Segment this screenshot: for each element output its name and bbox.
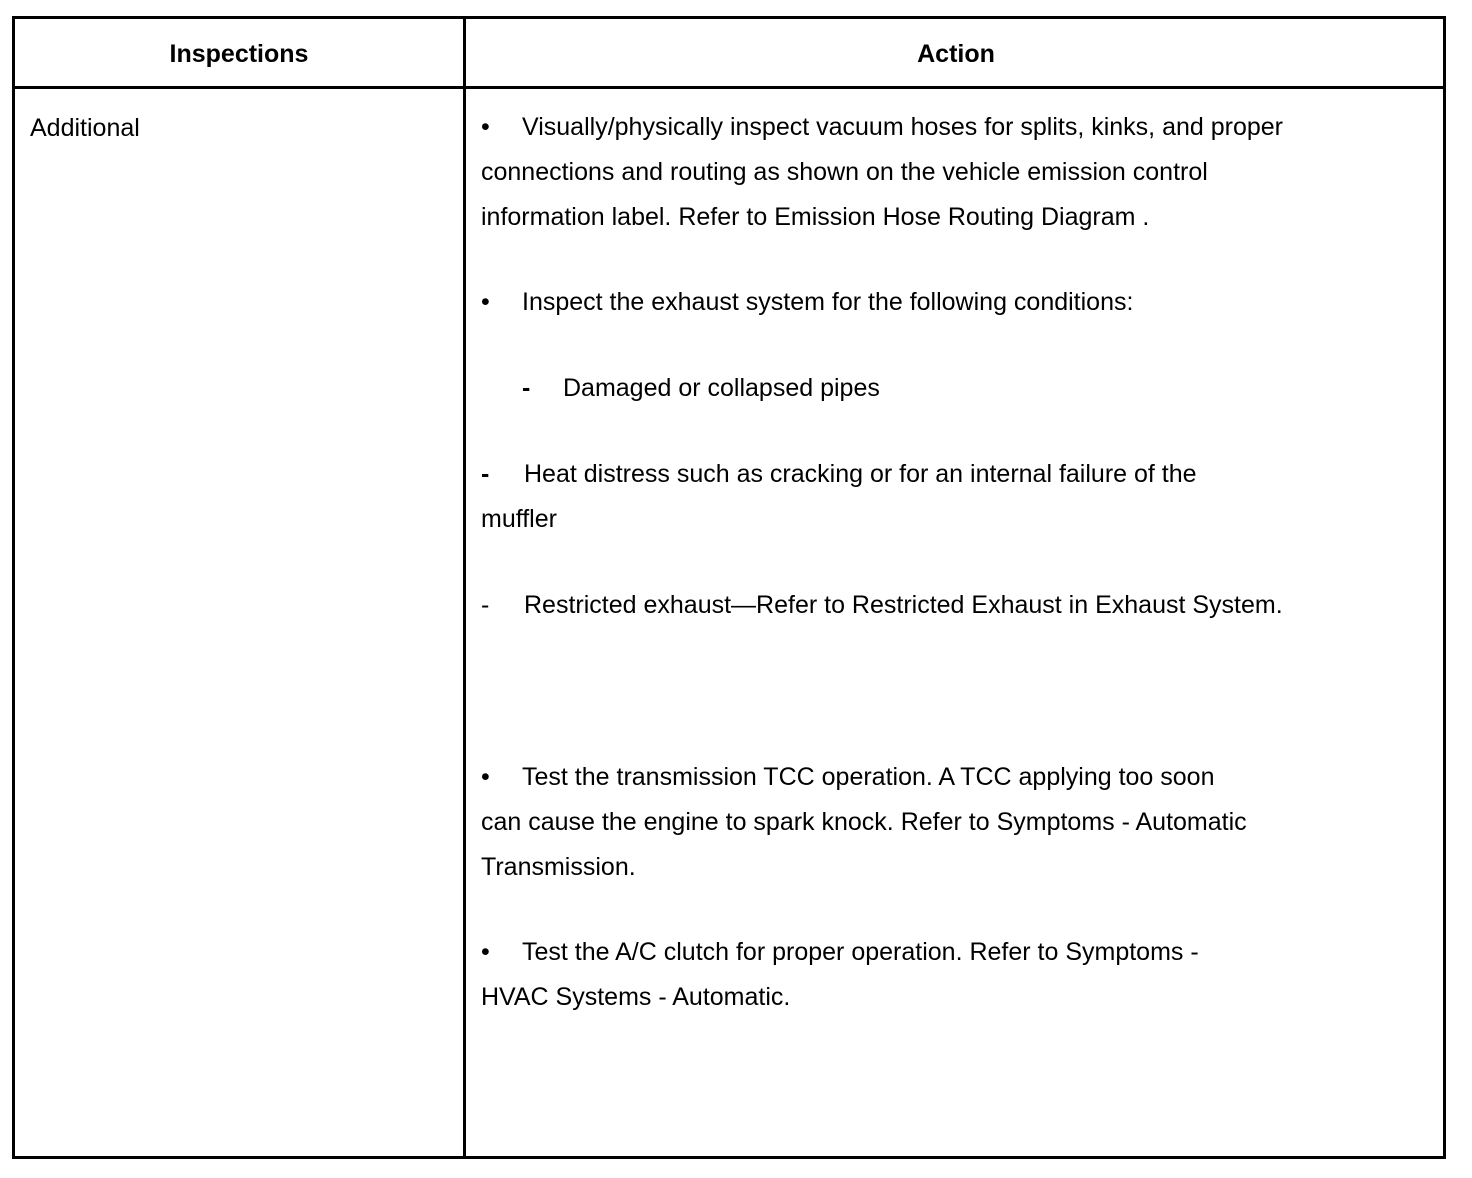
action-line: Damaged or collapsed pipes <box>563 374 880 402</box>
action-subitem-restricted-exhaust <box>481 583 1283 628</box>
dash-icon: - <box>481 591 490 619</box>
column-divider <box>463 19 466 1156</box>
action-line: HVAC Systems - Automatic. <box>481 983 791 1011</box>
action-line: Inspect the exhaust system for the following conditions: <box>522 288 1134 316</box>
bullet-icon: • <box>481 113 490 141</box>
bullet-icon: • <box>481 763 490 791</box>
action-line: Restricted exhaust—Refer to Restricted Exhaust in Exhaust System. <box>524 591 1283 619</box>
action-item-exhaust-system <box>481 280 1133 325</box>
inspection-label: Additional <box>30 114 140 142</box>
bullet-icon: • <box>481 938 490 966</box>
action-item-vacuum-hoses <box>481 105 1283 240</box>
action-line: Test the A/C clutch for proper operation. Refer to Symptoms - <box>522 938 1199 966</box>
action-subitem-heat-distress <box>481 452 1197 542</box>
dash-icon: - <box>481 460 490 488</box>
action-item-ac-clutch <box>481 930 1199 1020</box>
action-line: muffler <box>481 505 557 533</box>
bullet-icon: • <box>481 288 490 316</box>
action-line: Transmission. <box>481 853 636 881</box>
action-line: can cause the engine to spark knock. Refer to Symptoms - Automatic <box>481 808 1247 836</box>
action-line: information label. Refer to Emission Hose Routing Diagram . <box>481 203 1150 231</box>
action-line: Visually/physically inspect vacuum hoses for splits, kinks, and proper <box>522 113 1283 141</box>
inspection-table <box>12 16 1446 1159</box>
action-item-tcc-operation <box>481 755 1247 890</box>
action-line: connections and routing as shown on the vehicle emission control <box>481 158 1208 186</box>
action-line: Test the transmission TCC operation. A TCC applying too soon <box>522 763 1215 791</box>
action-subitem-damaged-pipes <box>522 366 880 411</box>
dash-icon: - <box>522 374 531 402</box>
action-line: Heat distress such as cracking or for an internal failure of the <box>524 460 1197 488</box>
header-inspections: Inspections <box>169 40 309 68</box>
header-action: Action <box>917 40 995 68</box>
